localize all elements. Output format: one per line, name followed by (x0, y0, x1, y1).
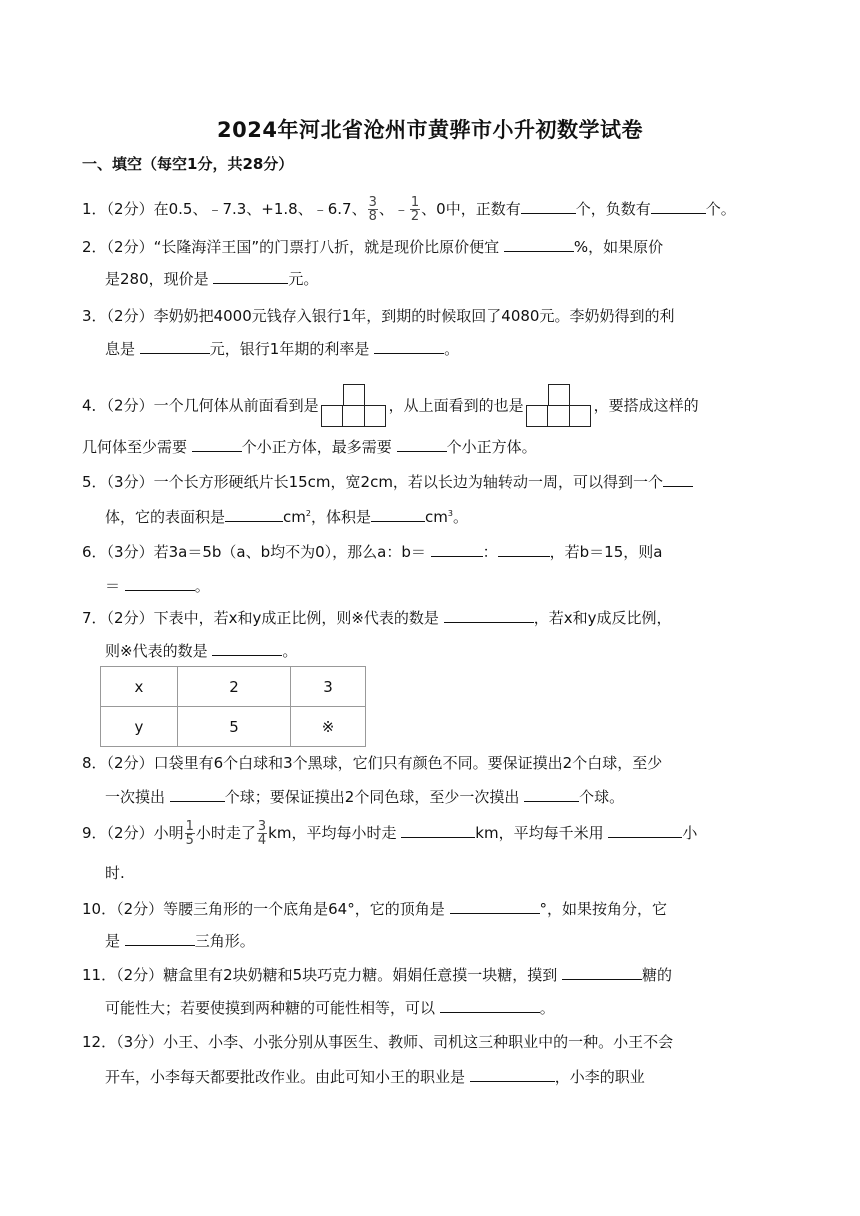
question-2: 2．（2分）“长隆海洋王国”的门票打八折，就是现价比原价便宜 %，如果原价 (82, 235, 663, 258)
question-4: 4．（2分）一个几何体从前面看到是 ，从上面看到的也是 ，要搭成这样的 (82, 384, 699, 428)
fraction-3-4: $\frac{3}{4}$ (257, 819, 267, 848)
answer-blank[interactable] (504, 235, 574, 252)
question-10: 10．（2分）等腰三角形的一个底角是64°，它的顶角是 °，如果按角分，它 (82, 897, 667, 920)
question-4-cont: 几何体至少需要 个小正方体，最多需要 个小正方体。 (82, 435, 537, 458)
question-7: 7．（2分）下表中，若x和y成正比例，则※代表的数是 ，若x和y成反比例， (82, 606, 671, 629)
table-row (101, 707, 366, 747)
fraction-1-5: $\frac{1}{5}$ (185, 819, 194, 848)
table-cell: ※ (291, 707, 366, 747)
question-8: 8．（2分）口袋里有6个白球和3个黑球，它们只有颜色不同。要保证摸出2个白球，至少 (82, 754, 663, 772)
answer-blank[interactable] (374, 337, 444, 354)
question-12: 12．（3分）小王、小李、小张分别从事医生、教师、司机这三种职业中的一种。小王不会 (82, 1033, 674, 1051)
section-heading: 一、填空（每空1分，共28分） (82, 155, 294, 173)
question-7-cont: 则※代表的数是 。 (105, 639, 297, 662)
question-9: 9．（2分）小明 $\frac{1}{5}$ 小时走了 $\frac{3}{4}$ km，平均每小时走 km，平均每千米用 小 (82, 819, 698, 848)
answer-blank[interactable] (440, 996, 540, 1013)
question-6-cont: ＝ 。 (105, 574, 210, 597)
answer-blank[interactable] (444, 606, 534, 623)
front-view-grid (321, 384, 387, 428)
table-cell: x (101, 667, 178, 707)
question-6: 6．（3分）若3a＝5b（a、b均不为0），那么a：b＝ ： ，若b＝15，则a (82, 540, 662, 563)
question-8-cont: 一次摸出 个球；要保证摸出2个同色球，至少一次摸出 个球。 (105, 785, 624, 808)
answer-blank[interactable] (562, 963, 642, 980)
question-5: 5．（3分）一个长方形硬纸片长15cm，宽2cm，若以长边为轴转动一周，可以得到一个 (82, 470, 693, 493)
answer-blank[interactable] (651, 197, 706, 214)
fraction-1-2: $\frac{1}{2}$ (410, 195, 420, 224)
exam-title: 2024年河北省沧州市黄骅市小升初数学试卷 (217, 118, 643, 142)
xy-table (100, 666, 366, 747)
answer-blank[interactable] (170, 785, 225, 802)
fraction-3-8: $\frac{3}{8}$ (368, 195, 377, 224)
table-row (101, 667, 366, 707)
answer-blank[interactable] (498, 540, 550, 557)
top-view-grid (526, 384, 592, 428)
question-11: 11．（2分）糖盒里有2块奶糖和5块巧克力糖。娟娟任意摸一块糖，摸到 糖的 (82, 963, 672, 986)
answer-blank[interactable] (125, 574, 195, 591)
answer-blank[interactable] (401, 821, 475, 838)
question-3: 3．（2分）李奶奶把4000元钱存入银行1年，到期的时候取回了4080元。李奶奶得到的利 (82, 307, 675, 325)
answer-blank[interactable] (450, 897, 540, 914)
table-cell: 5 (178, 707, 291, 747)
question-10-cont: 是 三角形。 (105, 929, 255, 952)
question-1: 1．（2分）在0.5、﹣7.3、+1.8、﹣6.7、 $\frac{3}{8}$ 、﹣ $\frac{1}{2}$ 、0中，正数有 个，负数有 个。 (82, 195, 736, 224)
question-12-cont: 开车，小李每天都要批改作业。由此可知小王的职业是 ，小李的职业 (105, 1065, 645, 1088)
question-11-cont: 可能性大；若要使摸到两种糖的可能性相等，可以 。 (105, 996, 555, 1019)
table-cell: y (101, 707, 178, 747)
answer-blank[interactable] (212, 639, 282, 656)
table-cell: 3 (291, 667, 366, 707)
answer-blank[interactable] (431, 540, 483, 557)
answer-blank[interactable] (470, 1065, 555, 1082)
answer-blank[interactable] (140, 337, 210, 354)
answer-blank[interactable] (521, 197, 576, 214)
answer-blank[interactable] (397, 435, 447, 452)
answer-blank[interactable] (192, 435, 242, 452)
table-cell: 2 (178, 667, 291, 707)
question-2-cont: 是280，现价是 元。 (105, 267, 318, 290)
answer-blank[interactable] (125, 929, 195, 946)
answer-blank[interactable] (524, 785, 579, 802)
question-5-cont: 体，它的表面积是 $cm^2$，体积是 $cm^3$。 (105, 503, 468, 528)
answer-blank[interactable] (213, 267, 288, 284)
answer-blank[interactable] (663, 470, 693, 487)
question-3-cont: 息是 元，银行1年期的利率是 。 (105, 337, 459, 360)
answer-blank[interactable] (371, 505, 425, 522)
question-9-cont: 时. (105, 864, 125, 882)
answer-blank[interactable] (608, 821, 682, 838)
answer-blank[interactable] (225, 505, 283, 522)
